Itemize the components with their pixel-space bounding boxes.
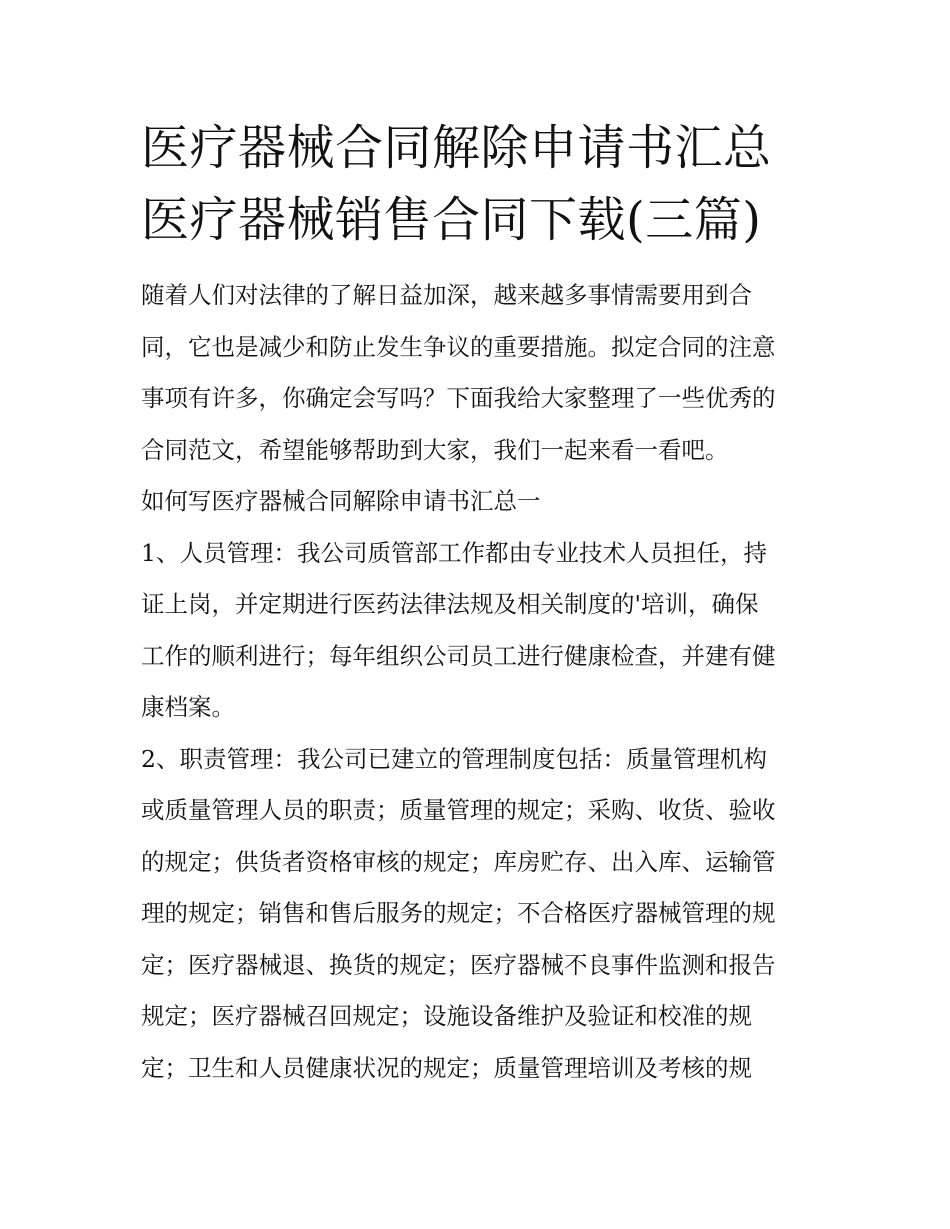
item-2-line: 的规定；供货者资格审核的规定；库房贮存、出入库、运输管 xyxy=(141,847,776,876)
title-line-1: 医疗器械合同解除申请书汇总 xyxy=(141,120,772,176)
intro-line: 随着人们对法律的了解日益加深，越来越多事情需要用到合 xyxy=(141,281,752,309)
intro-line: 同，它也是减少和防止发生争议的重要措施。拟定合同的注意 xyxy=(141,332,776,361)
document-title xyxy=(141,112,816,256)
document-page xyxy=(141,112,816,1094)
section-heading-text: 如何写医疗器械合同解除申请书汇总一 xyxy=(141,487,541,515)
intro-paragraph xyxy=(141,270,816,476)
item-2-line: 定；医疗器械退、换货的规定；医疗器械不良事件监测和报告 xyxy=(141,950,776,979)
item-1-line: 1、人员管理：我公司质管部工作都由专业技术人员担任，持 xyxy=(141,538,767,567)
item-2-line: 定；卫生和人员健康状况的规定；质量管理培训及考核的规 xyxy=(141,1053,752,1082)
item-2-line: 2、职责管理：我公司已建立的管理制度包括：质量管理机构 xyxy=(141,744,767,773)
item-1-line: 工作的顺利进行；每年组织公司员工进行健康检查，并建有健 xyxy=(141,641,776,670)
section-heading xyxy=(141,476,816,528)
item-1-line: 证上岗，并定期进行医药法律法规及相关制度的'培训，确保 xyxy=(141,590,759,618)
intro-line: 事项有许多，你确定会写吗？下面我给大家整理了一些优秀的 xyxy=(141,384,776,412)
title-line-2: 医疗器械销售合同下载(三篇) xyxy=(141,192,762,248)
document-body xyxy=(141,270,816,1094)
item-1-paragraph xyxy=(141,528,816,734)
item-2-line: 理的规定；销售和售后服务的规定；不合格医疗器械管理的规 xyxy=(141,899,776,927)
item-2-line: 或质量管理人员的职责；质量管理的规定；采购、收货、验收 xyxy=(141,796,776,824)
item-2-line: 规定；医疗器械召回规定；设施设备维护及验证和校准的规 xyxy=(141,1002,752,1030)
item-1-line: 康档案。 xyxy=(141,693,235,721)
item-2-paragraph xyxy=(141,734,816,1095)
intro-line: 合同范文，希望能够帮助到大家，我们一起来看一看吧。 xyxy=(141,435,729,464)
